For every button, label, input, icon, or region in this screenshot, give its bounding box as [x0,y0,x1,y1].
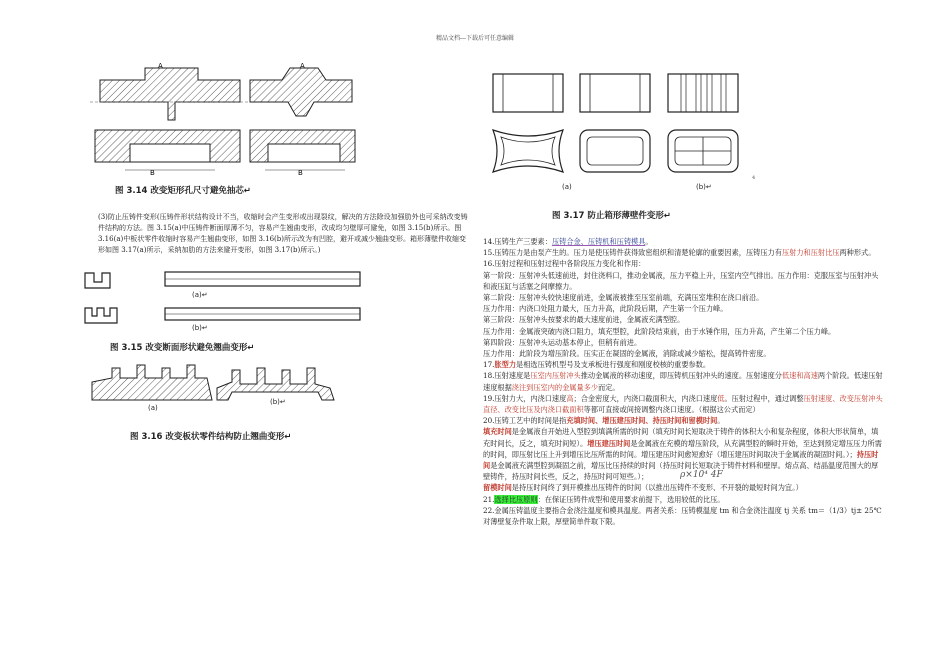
page-mark: 4 [752,175,756,181]
stay-time: 留模时间是持压时间终了到开模推出压铸件的时间（以推出压铸件不变形、不开裂的最短时间为宜。） [483,483,803,493]
figure-3-16 [82,360,372,410]
figure-3-15 [80,268,370,338]
item-18: 18.压射速度是压室内压射冲头推动金属液的移动速度，即压铸机压射冲头的速度。压射速度分低速和高速两个阶段。低速压射速度根据浇注到压室内的金属量多少而定。 [483,371,883,392]
figure-3-14 [90,60,370,185]
figure-3-16-caption: 图 3.16 改变板状零件结构防止翘曲变形↵ [130,432,292,442]
figure-3-15-caption: 图 3.15 改变断面形状避免翘曲变形↵ [110,343,255,353]
figure-3-15-a-label: (a)↵ [192,291,208,299]
figure-3-17-b-label: (b)↵ [696,183,712,191]
stage-4-pressure: 压力作用：此阶段为增压阶段。压实正在凝固的金属液，消除或减少缩松，提高铸件密度。 [483,349,771,359]
right-body-text [483,236,883,527]
fill-time: 填充时间是金属液自开始进入型腔到填满所需的时间（填充时间长短取决于铸件的体积大小和复杂程度，体积大形状简单，填充时间长，反之，填充时间短）。增压建压时间是金属液在充模的增压阶段，从充满型腔的瞬时开始，至达到预定增压压力所需的时间，即压射比压上升到增压比压所需的时间。增压建压时间愈短愈好（增压建压时间取决于金属液的凝固时间。）；持压时间是金属液充满型腔到凝固之前，增压比压持续的时间（持压时间长短取决于铸件材料和壁厚。熔点高、结晶温度范围大的厚壁铸件，持压时间长些，反之，持压时间可短些。）； [483,427,882,482]
item-17: 17.胀型力是相选压铸机型号及支承板进行强度和刚度校核的重要参数。 [483,360,711,370]
svg-text:B: B [298,169,303,177]
item-19: 19.压射力大，内浇口速度高；合金密度大，内浇口截面积大，内浇口速度低。压射过程中，通过调整压射速度、改变压射冲头直径、改变比压及内浇口截面积等都可直接或间接调整内浇口速度。（根据这公式而定） [483,393,883,415]
stage-2: 第二阶段：压射冲头较快速度前进，金属液被推至压室前端，充满压室堆积在浇口前沿。 [483,293,764,303]
item-15: 15.压铸压力是由泵产生的。压力是使压铸件获得致密组织和清楚轮廓的重要因素，压铸压力有压射力和压射比压两种形式。 [483,248,876,258]
stage-3-pressure: 压力作用：金属液突破内浇口阻力，填充型腔，此阶段结束前，由于水锤作用，压力升高，产生第二个压力峰。 [483,326,836,336]
page-header: 精品文档---下载后可任意编辑 [435,35,515,42]
item-22: 22.金属压铸温度主要指合金浇注温度和模具温度。两者关系：压铸模温度 tm 和合金浇注温度 tj 关系 tm＝（1/3）tj± 25℃对薄壁复杂件取上限，厚壁简单件取下限。 [483,505,882,527]
stage-1: 第一阶段：压射冲头低速前进，封住浇料口，推动金属液，压力平稳上升，压室内空气排出。压力作用：克服压室与压射冲头和液压缸与活塞之间摩擦力。 [483,270,879,291]
stage-3: 第三阶段：压射冲头按要求的最大速度前进，金属液充满型腔。 [483,315,685,325]
svg-text:A: A [300,62,305,70]
item-21: 21.选择比压原则：在保证压铸件成型和使用要求前提下，选用较低的比压。 [483,494,725,504]
item-16: 16.压射过程和压射过程中各阶段压力变化和作用： [483,259,646,269]
stage-2-pressure: 压力作用：内浇口处阻力最大，压力升高，此阶段后期，产生第一个压力峰。 [483,304,728,314]
figure-3-16-a-label: (a) [148,404,158,412]
figure-3-17-caption: 图 3.17 防止箱形薄壁件变形↵ [552,211,672,221]
figure-3-14-caption: 图 3.14 改变矩形孔尺寸避免抽芯↵ [115,186,252,196]
svg-text:B: B [150,169,155,177]
formula-overlay: ρ×10⁴ 4F [680,470,723,480]
figure-3-17-a-label: (a) [562,183,572,191]
svg-text:A: A [158,62,163,70]
item-20: 20.压铸工艺中的时间是指充填时间、增压建压时间、持压时间和留模时间。 [483,416,725,426]
stage-4: 第四阶段：压射冲头运动基本停止，但稍有前进。 [483,337,642,347]
left-paragraph: (3)防止压铸件变形(压铸件形状结构设计不当，收缩时会产生变形或出现裂纹，解决的方法除设加强肋外也可采纳改变铸件结构的方法。图 3.15(a)中压铸件断面厚薄不匀，容易产生翘曲变形，改成均匀壁厚可避免，如图 3.15(b)所示。图 3.16(a)中板状零件收缩时容易产生翘曲变形，如图 3.16(b)所示改为有凹腔，避开或减少翘曲变形。箱形薄壁件收缩变形如图 3.17(a)所示，采纳加肋的方法来避开变形，如图 3.17(b)所示。) [98,213,468,254]
figure-3-15-b-label: (b)↵ [192,324,208,332]
item-14: 14.压铸生产三要素：压铸合金、压铸机和压铸模具。 [483,237,653,246]
figure-3-17 [485,62,745,194]
figure-3-16-b-label: (b)↵ [270,398,286,406]
